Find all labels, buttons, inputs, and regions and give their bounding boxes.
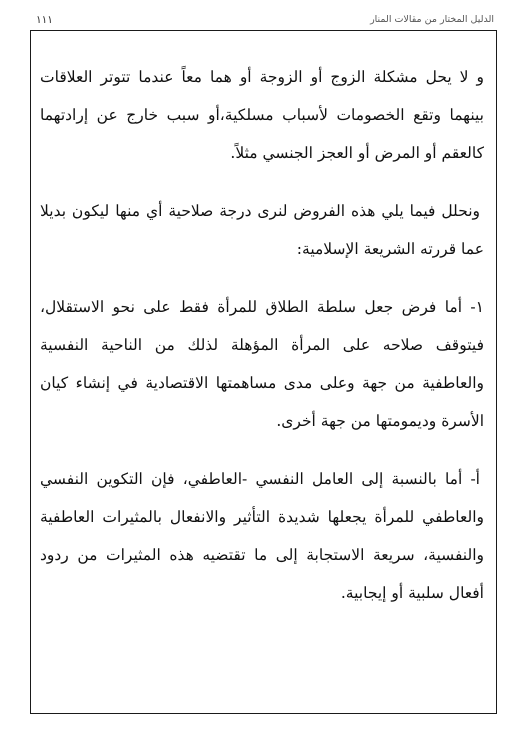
paragraph-4: أ- أما بالنسبة إلى العامل النفسي -العاطفي، فإن التكوين النفسي والعاطفي للمرأة يجعلها شديدة التأثير والانفعال بالمثيرات العاطفية والنفسية، سريعة الاستجابة إلى ما تقتضيه هذه المثيرات من ردود أفعال سلبية أو إيجابية. bbox=[40, 470, 484, 602]
page-header bbox=[30, 14, 494, 30]
page-number: ١١١ bbox=[36, 14, 53, 26]
paragraph-3: ١- أما فرض جعل سلطة الطلاق للمرأة فقط على نحو الاستقلال، فيتوقف صلاحه على المرأة المؤهلة لذلك من الناحية النفسية والعاطفية من جهة وعلى مدى مساهمتها الاقتصادية في إنشاء كيان الأسرة وديمومتها من جهة أخرى. bbox=[40, 298, 484, 430]
paragraph-2: ونحلل فيما يلي هذه الفروض لنرى درجة صلاحية أي منها ليكون بديلا عما قررته الشريعة الإسلامية: bbox=[40, 202, 484, 258]
paragraph-1: و لا يحل مشكلة الزوج أو الزوجة أو هما معاً عندما تتوتر العلاقات بينهما وتقع الخصومات لأسباب مسلكية،أو سبب خارج عن إرادتهما كالعقم أو المرض أو العجز الجنسي مثلاً. bbox=[40, 68, 484, 162]
body-text bbox=[40, 58, 484, 632]
running-header-title: الدليل المختار من مقالات المنار bbox=[370, 14, 494, 25]
